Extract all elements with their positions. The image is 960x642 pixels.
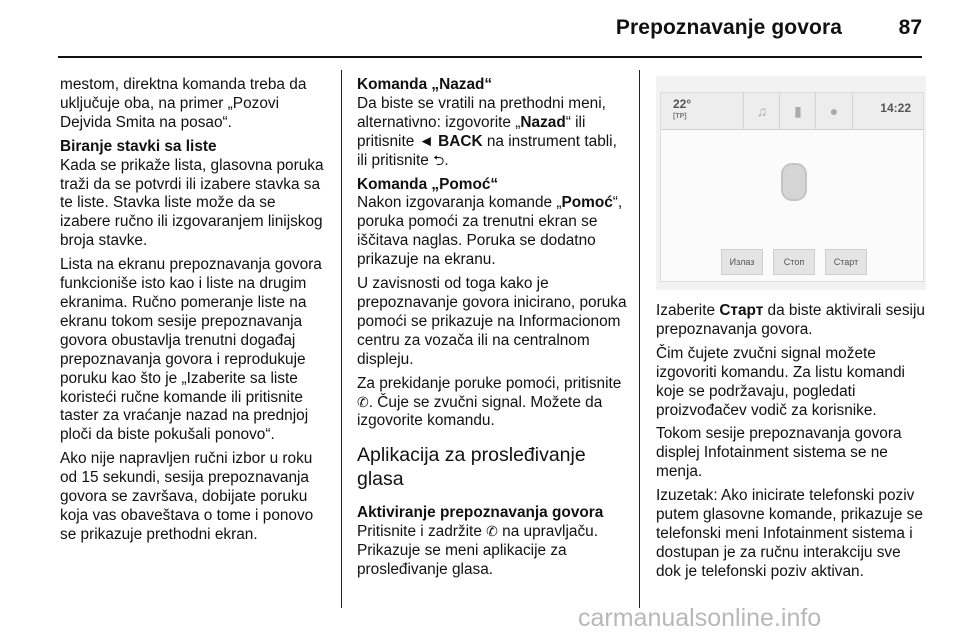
header-rule bbox=[58, 56, 922, 58]
tp-indicator: [TP] bbox=[673, 113, 687, 120]
voice-control-icon: ✆ bbox=[357, 394, 369, 411]
heading-activate: Aktiviranje prepoznavanja govora bbox=[357, 504, 604, 522]
paragraph: Pritisnite i zadržite ✆ na upravljaču. Prikazuje se meni aplikacije za prosleđivanje glasa. bbox=[357, 523, 598, 579]
voice-control-icon: ✆ bbox=[486, 524, 498, 541]
heading-list-selection: Biranje stavki sa liste bbox=[60, 137, 217, 155]
paragraph: Izuzetak: Ako inicirate telefonski poziv putem glasovne komande, prikazuje se telefonski meni Infotainment sistema i dostupan je za ručnu interakciju sve dok je telefonski poziv aktivan. bbox=[656, 487, 923, 580]
column-divider bbox=[639, 70, 640, 608]
column-divider bbox=[341, 70, 342, 608]
section-title: Aplikacija za prosleđivanje glasa bbox=[357, 444, 586, 491]
watermark: carmanualsonline.info bbox=[578, 604, 822, 632]
start-button[interactable]: Старт bbox=[825, 249, 867, 275]
paragraph: Kada se prikaže lista, glasovna poruka traži da se potvrdi ili izabere stavka sa te liste. Stavka liste može da se izabere ručno ili izgovaranjem linijskog broja stavke. bbox=[60, 156, 324, 250]
paragraph: Da biste se vratili na prethodni meni, alternativno: izgovorite „Nazad“ ili pritisnite ◄ BACK na instrument tabli, ili pritisnite ⮌. bbox=[357, 94, 617, 169]
page-title: Prepoznavanje govora bbox=[615, 16, 842, 39]
back-icon: ⮌ bbox=[433, 152, 445, 169]
paragraph: Lista na ekranu prepoznavanja govora funkcioniše isto kao i liste na drugim ekranima. Ručno pomeranje liste na ekranu tokom sesije prepoznavanja govora obustavlja trenutni događaj prepoznavanja govora i reprodukuje poruku kao što je „Izaberite sa liste koristeći ručne komande ili pritisnite taster za vraćanje nazad na prednjoj ploči da biste pokušali ponovo“. bbox=[60, 256, 322, 444]
paragraph: Izaberite Старт da biste aktivirali sesiju prepoznavanja govora. bbox=[656, 302, 925, 338]
display-screen bbox=[660, 92, 924, 282]
column-middle bbox=[357, 76, 629, 585]
audio-icon: ♫ bbox=[743, 93, 780, 129]
paragraph: U zavisnosti od toga kako je prepoznavanje govora inicirano, poruka pomoći se prikazuje na Informacionom centru za vozača ili na centralnom displeju. bbox=[357, 275, 627, 368]
record-icon: ● bbox=[815, 93, 853, 129]
back-button-label: ◄ BACK bbox=[418, 132, 483, 150]
paragraph: Za prekidanje poruke pomoći, pritisnite ✆. Čuje se zvučni signal. Možete da izgovorite komandu. bbox=[357, 374, 622, 430]
heading-back-command: Komanda „Nazad“ bbox=[357, 76, 493, 93]
heading-help-command: Komanda „Pomoć“ bbox=[357, 175, 499, 193]
temperature: 22° bbox=[673, 97, 692, 111]
status-bar bbox=[661, 93, 923, 130]
exit-button[interactable]: Излаз bbox=[721, 249, 763, 275]
paragraph: Ako nije napravljen ručni izbor u roku od 15 sekundi, sesija prepoznavanja govora se završava, dobijate poruku koja vas obaveštava o tome i ponovo se prikazuje prethodni ekran. bbox=[60, 450, 314, 543]
paragraph: mestom, direktna komanda treba da uključuje oba, na primer „Pozovi Dejvida Smita na posao“. bbox=[60, 76, 307, 131]
microphone-icon bbox=[781, 163, 807, 201]
paragraph: Nakon izgovaranja komande „Pomoć“, poruka pomoći za trenutni ekran se iščitava naglas. Poruka se dodatno prikazuje na ekranu. bbox=[357, 194, 623, 269]
stop-button[interactable]: Стоп bbox=[773, 249, 815, 275]
column-left bbox=[60, 76, 328, 550]
phone-icon: ▮ bbox=[779, 93, 816, 129]
column-right bbox=[656, 302, 926, 587]
page-header bbox=[0, 0, 960, 58]
paragraph: Čim čujete zvučni signal možete izgovoriti komandu. Za listu komandi koje se podržavaju, pogledati proizvođačev vodič za korisnike. bbox=[656, 344, 905, 419]
infotainment-screenshot bbox=[656, 76, 926, 290]
page-number: 87 bbox=[898, 16, 922, 39]
clock: 14:22 bbox=[880, 101, 911, 115]
paragraph: Tokom sesije prepoznavanja govora displej Infotainment sistema se ne menja. bbox=[656, 425, 902, 481]
